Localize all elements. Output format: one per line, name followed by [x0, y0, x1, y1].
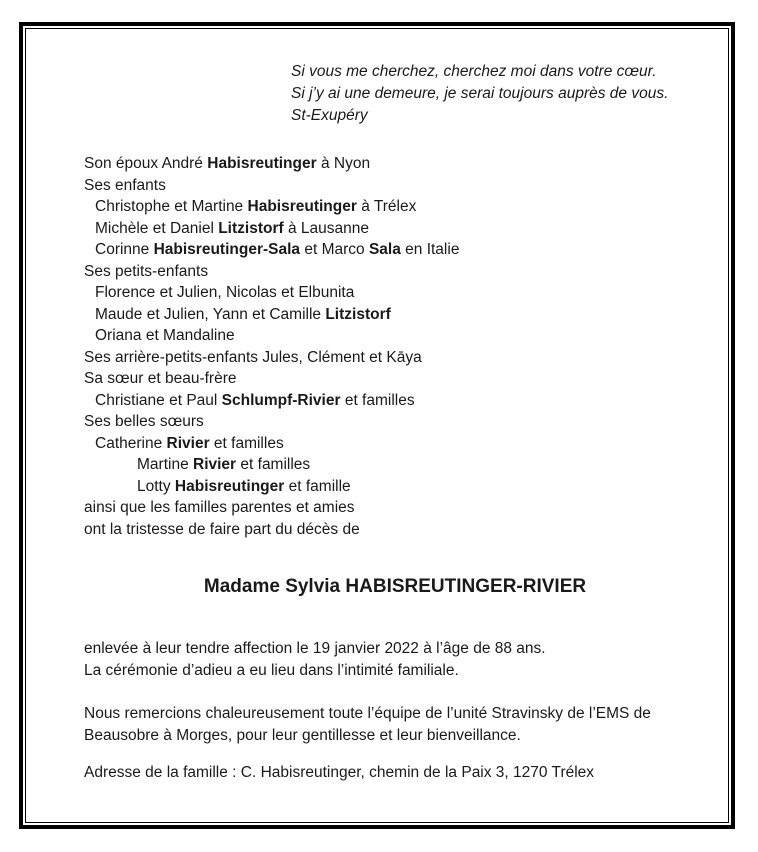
family-line-text: Catherine	[95, 434, 167, 452]
family-line	[84, 497, 706, 519]
family-name-bold: Sala	[368, 241, 401, 258]
family-list	[84, 153, 706, 540]
family-line	[84, 196, 706, 218]
deceased-name: Madame Sylvia HABISREUTINGER-RIVIER	[203, 576, 587, 597]
family-line-text: à Nyon	[316, 155, 371, 172]
announcement-paragraphs	[84, 638, 706, 784]
family-line-text: ainsi que les familles parentes et amies	[84, 499, 355, 516]
family-line-text: Ses belles sœurs	[84, 413, 204, 430]
family-line-text: et familles	[236, 456, 311, 473]
family-line	[84, 519, 706, 541]
family-line-text: Corinne	[95, 241, 154, 258]
family-line-text: en Italie	[400, 241, 460, 258]
border-frame-outer	[19, 22, 735, 829]
family-line	[84, 218, 706, 240]
family-name-bold: Habisreutinger	[247, 198, 357, 215]
family-line-text: et Marco	[300, 241, 369, 258]
family-line	[84, 153, 706, 175]
family-line-text: Christophe et Martine	[95, 198, 248, 215]
family-line-text: Martine	[137, 456, 193, 473]
quote-attribution: St-Exupéry	[291, 107, 368, 124]
family-line-text: et familles	[340, 391, 415, 409]
family-line	[84, 454, 706, 476]
family-line	[84, 347, 706, 369]
family-line	[84, 433, 706, 455]
family-name-bold: Litzistorf	[218, 219, 284, 237]
family-line-text: Son époux André	[84, 155, 208, 172]
family-name-bold: Habisreutinger	[174, 477, 285, 495]
paragraph-line: Nous remercions chaleureusement toute l’équipe de l’unité Stravinsky de l’EMS de	[84, 705, 651, 722]
family-line-text: à Trélex	[356, 198, 417, 215]
family-line-text: Sa sœur et beau-frère	[84, 370, 237, 387]
thanks-paragraph	[84, 703, 706, 747]
quote-line: Si j’y ai une demeure, je serai toujours auprès de vous.	[291, 85, 669, 102]
family-name-bold: Schlumpf-Rivier	[221, 391, 341, 409]
family-name-bold: Litzistorf	[325, 305, 391, 323]
memorial-quote	[291, 61, 706, 127]
paragraph-line: La cérémonie d’adieu a eu lieu dans l’intimité familiale.	[84, 662, 459, 679]
family-line	[84, 261, 706, 283]
family-line	[84, 476, 706, 498]
family-line-text: Oriana et Mandaline	[95, 327, 235, 344]
family-line	[84, 368, 706, 390]
death-details-paragraph	[84, 638, 706, 682]
family-name-bold: Habisreutinger-Sala	[153, 241, 301, 258]
family-line-text: ont la tristesse de faire part du décès de	[84, 520, 360, 538]
family-address	[84, 762, 706, 784]
family-line	[84, 411, 706, 433]
family-line	[84, 325, 706, 347]
family-line	[84, 304, 706, 326]
family-line	[84, 390, 706, 412]
border-frame-inner	[25, 28, 729, 823]
family-line-text: Michèle et Daniel	[95, 219, 219, 237]
family-line-text: Ses arrière-petits-enfants Jules, Clément et Kāya	[84, 348, 422, 366]
family-line-text: et familles	[209, 434, 284, 452]
family-line-text: à Lausanne	[283, 219, 369, 237]
family-line	[84, 175, 706, 197]
family-line-text: et famille	[284, 477, 351, 495]
obituary-content	[26, 29, 728, 822]
family-line	[84, 239, 706, 261]
family-line-text: Ses enfants	[84, 176, 166, 194]
family-name-bold: Habisreutinger	[207, 155, 317, 172]
family-line-text: Ses petits-enfants	[84, 262, 209, 280]
paragraph-line: enlevée à leur tendre affection le 19 janvier 2022 à l’âge de 88 ans.	[84, 640, 546, 657]
family-line	[84, 282, 706, 304]
family-name-bold: Rivier	[166, 434, 210, 452]
paragraph-line: Adresse de la famille : C. Habisreutinger, chemin de la Paix 3, 1270 Trélex	[84, 764, 595, 781]
paragraph-line: Beausobre à Morges, pour leur gentillesse et leur bienveillance.	[84, 727, 521, 744]
family-line-text: Lotty	[137, 477, 175, 495]
quote-line: Si vous me cherchez, cherchez moi dans votre cœur.	[291, 63, 657, 80]
family-line-text: Christiane et Paul	[95, 391, 222, 409]
family-name-bold: Rivier	[193, 456, 237, 473]
family-line-text: Maude et Julien, Yann et Camille	[95, 305, 326, 323]
family-line-text: Florence et Julien, Nicolas et Elbunita	[95, 284, 355, 301]
